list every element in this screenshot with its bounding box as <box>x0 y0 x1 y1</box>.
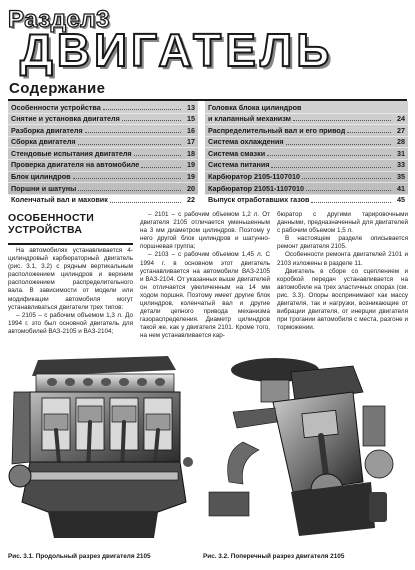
text-column-2 <box>140 211 270 351</box>
carburetor-shape <box>261 380 289 402</box>
engine-longitudinal-illustration <box>8 352 194 546</box>
alternator-shape <box>365 450 393 478</box>
paragraph: – 2105 – с рабочим объемом 1,3 л. До 1994 г. это был основной двигатель для автомобилей ВАЗ-2105 и ВАЗ-2104; <box>8 311 133 335</box>
distributor-shape <box>363 406 385 446</box>
toc-item[interactable]: Разборка двигателя 16 <box>8 125 198 137</box>
figure-transverse-section <box>203 352 408 546</box>
paragraph: – 2101 – с рабочим объемом 1,2 л. От двигателя 2105 отличается уменьшенным на 3 мм диаметром цилиндров. Поэтому у него другой блок цилиндров и шатунно-поршневая группа; <box>140 211 270 251</box>
text-column-3 <box>277 211 408 351</box>
text-column-1 <box>8 247 133 347</box>
crankcase-shape <box>22 462 186 512</box>
toc-item[interactable]: Распределительный вал и его привод 27 <box>205 125 408 137</box>
toc-item[interactable]: Особенности устройства 13 <box>8 102 198 114</box>
engine-transverse-illustration <box>203 352 408 546</box>
figure-longitudinal-section <box>8 352 194 546</box>
paragraph: бюратор с другими тарировочными данными, предназначенный для двигателей с рабочим объемом 1,5 л. <box>277 211 408 235</box>
contents-right-column <box>205 101 408 205</box>
toc-item[interactable]: Система охлаждения 28 <box>205 137 408 149</box>
paragraph: Двигатель в сборе со сцеплением и коробкой передач устанавливается на автомобиле на трех эластичных опорах (см. рис. 3.3). Опоры воспринимают как массу двигателя, так и нагрузки, возникающие от вибрации двигателя, от инерции двигателя при трогании автомобиля с места, разгоне и торможении. <box>277 267 408 332</box>
pulley-shape <box>9 465 31 487</box>
section-label: Раздел3 <box>8 6 110 33</box>
toc-item[interactable]: Система смазки 31 <box>205 148 408 160</box>
toc-item[interactable]: Карбюратор 21051-1107010 41 <box>205 183 408 195</box>
toc-item[interactable]: Поршни и шатуны 20 <box>8 183 198 195</box>
figure-caption-1: Рис. 3.1. Продольный разрез двигателя 2105 <box>8 553 151 560</box>
toc-item[interactable]: Снятие и установка двигателя 15 <box>8 114 198 126</box>
paragraph: – 2103 – с рабочим объемом 1,45 л. С 1994 г. в основном этот двигатель устанавливается на автомобили ВАЗ-2105 и ВАЗ-2104. От указанных выше двигателей он отличается увеличенным на 14 мм ходом поршня. Поэтому имеет другие блок цилиндров, коленчатый вал и другие детали цепного привода механизма газораспределения. Диаметр цилиндров такой же, как у двигателя 2101. Кроме того, на нем устанавливается кар- <box>140 251 270 340</box>
toc-item[interactable]: Стендовые испытания двигателя 18 <box>8 148 198 160</box>
starter-shape <box>209 492 249 516</box>
oil-filter-shape <box>369 492 387 522</box>
toc-item[interactable]: и клапанный механизм 24 <box>205 114 408 126</box>
flywheel-edge-shape <box>183 457 193 467</box>
toc-item[interactable]: Блок цилиндров 19 <box>8 172 198 184</box>
paragraph: В настоящем разделе описывается ремонт двигателя 2105. <box>277 235 408 251</box>
paragraph: Особенности ремонта двигателей 2101 и 2103 изложены в разделе 11. <box>277 251 408 267</box>
paragraph: На автомобилях устанавливается 4-цилиндровый карбюраторный двигатель (рис. 3.1, 3.2) с рядным вертикальным расположением цилиндров и верхним расположением распределительного вала. В зависимости от модели или модификации автомобиля могут устанавливаться двигатели трех типов: <box>8 247 133 311</box>
toc-item[interactable]: Проверка двигателя на автомобиле 19 <box>8 160 198 172</box>
contents-left-column <box>8 101 198 205</box>
timing-cover-shape <box>12 392 30 464</box>
intake-manifold-shape <box>233 408 277 428</box>
chapter-title: ДВИГАТЕЛЬ <box>20 24 334 76</box>
toc-item[interactable]: Коленчатый вал и маховик 22 <box>8 195 198 207</box>
toc-item[interactable]: Система питания 33 <box>205 160 408 172</box>
crankshaft-shape <box>28 472 178 480</box>
toc-item[interactable]: Сборка двигателя 17 <box>8 137 198 149</box>
section-heading: ОСОБЕННОСТИ УСТРОЙСТВА <box>8 212 95 236</box>
exhaust-manifold-shape <box>228 442 259 484</box>
valve-cover-shape <box>32 356 176 376</box>
toc-item[interactable]: Карбюратор 2105-1107010 35 <box>205 172 408 184</box>
toc-item[interactable]: Головка блока цилиндров <box>205 102 408 114</box>
toc-item[interactable]: Выпуск отработавших газов 45 <box>205 195 408 207</box>
oil-pan-shape <box>48 512 158 538</box>
figure-caption-2: Рис. 3.2. Поперечный разрез двигателя 2105 <box>203 553 345 560</box>
contents-heading: Содержание <box>9 80 106 97</box>
heading-divider <box>8 243 133 245</box>
